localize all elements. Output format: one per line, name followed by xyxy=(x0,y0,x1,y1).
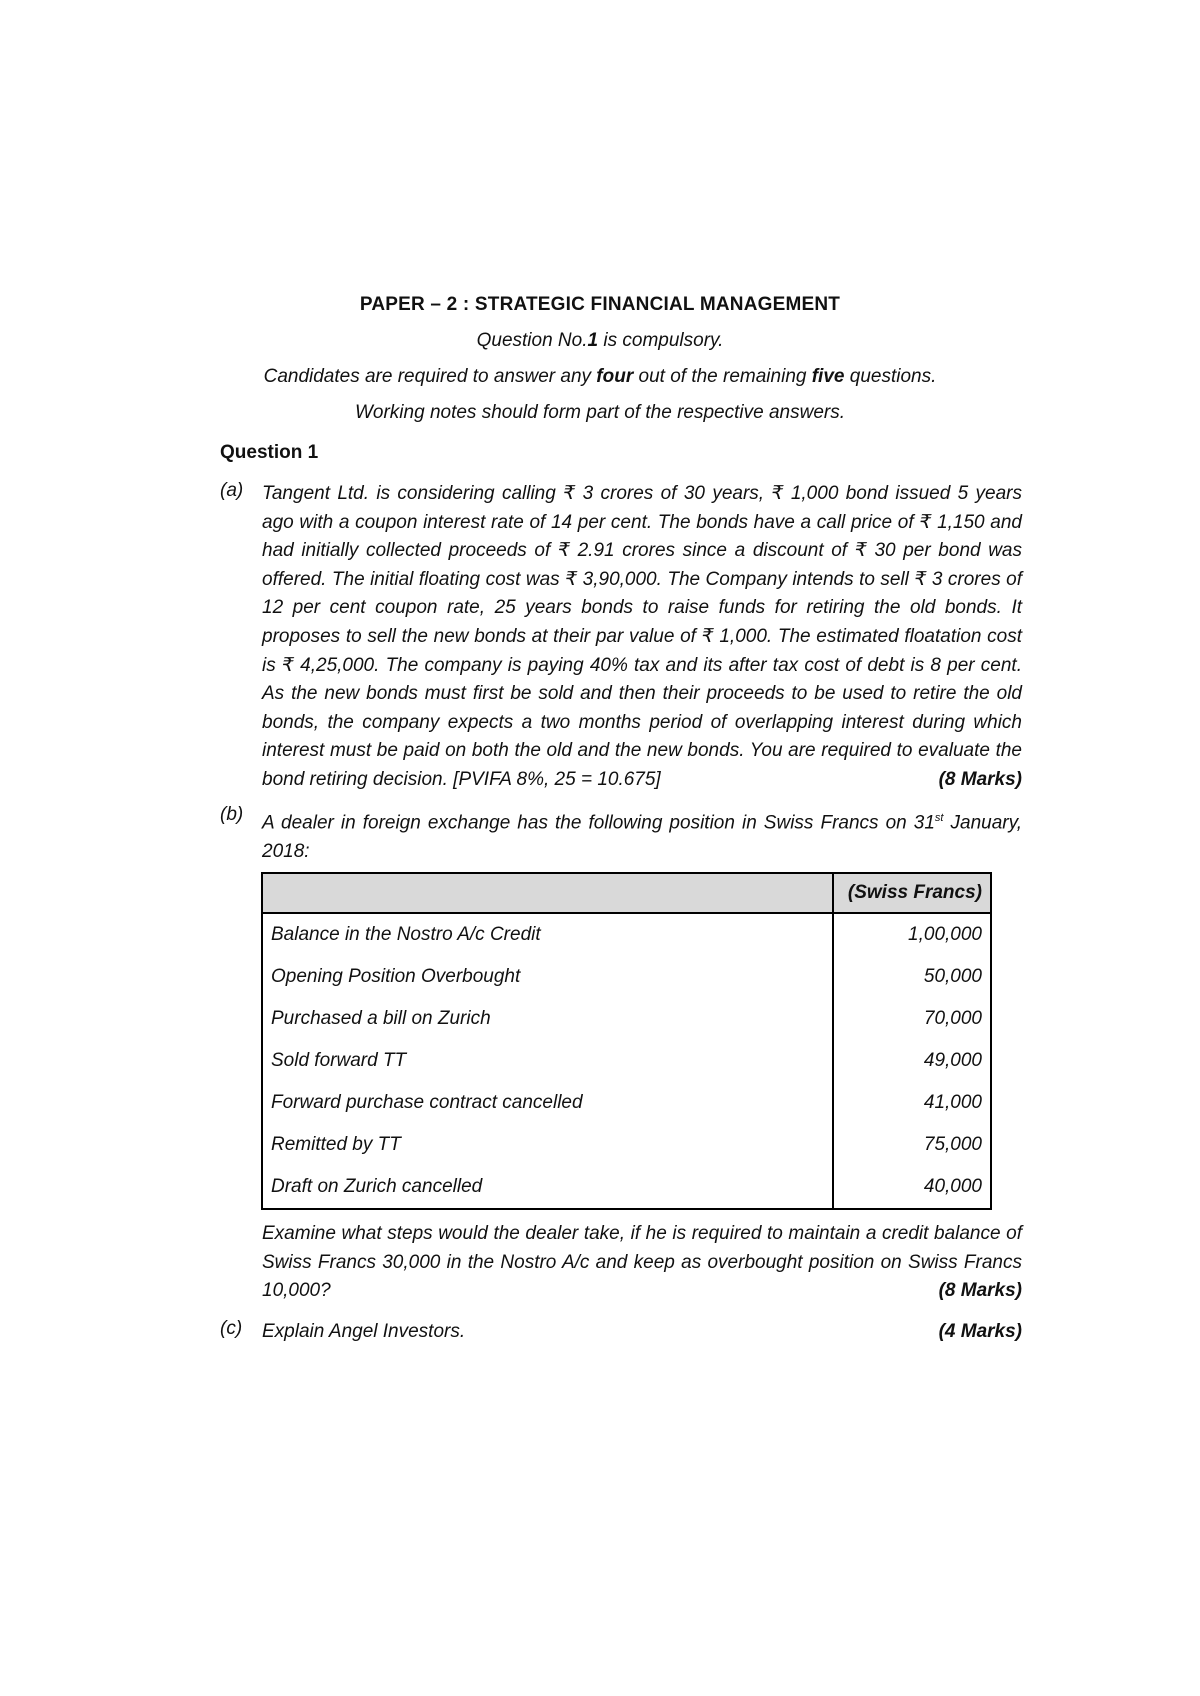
part-a-text xyxy=(262,480,1022,795)
row-label: Sold forward TT xyxy=(262,1040,833,1082)
instruction-text: questions. xyxy=(844,366,937,387)
paper-title: PAPER – 2 : STRATEGIC FINANCIAL MANAGEMENT xyxy=(359,294,841,315)
row-amount: 50,000 xyxy=(833,956,991,998)
row-amount: 49,000 xyxy=(833,1040,991,1082)
part-b-followup xyxy=(262,1220,1022,1306)
instruction-text: Candidates are required to answer any xyxy=(263,366,597,387)
table-header-blank xyxy=(262,873,833,913)
part-text: A dealer in foreign exchange has the following position in Swiss Francs on 31 xyxy=(262,812,935,834)
marks-label: (8 Marks) xyxy=(938,1280,1022,1302)
instruction-bold: five xyxy=(811,366,845,387)
part-label: (a) xyxy=(220,480,244,501)
table-row xyxy=(262,1124,991,1166)
instruction-bold: 1 xyxy=(587,330,599,351)
row-label: Opening Position Overbought xyxy=(262,956,833,998)
row-label: Purchased a bill on Zurich xyxy=(262,998,833,1040)
instruction-text: Question No. xyxy=(476,330,588,351)
instruction-text: out of the remaining xyxy=(633,366,812,387)
instruction-text: is compulsory. xyxy=(598,330,724,351)
table-row xyxy=(262,1082,991,1124)
row-label: Forward purchase contract cancelled xyxy=(262,1082,833,1124)
table-row xyxy=(262,956,991,998)
table-header-row xyxy=(262,873,991,913)
table-row xyxy=(262,1166,991,1209)
part-text: Explain Angel Investors. xyxy=(262,1321,466,1342)
table-header-amount: (Swiss Francs) xyxy=(833,873,991,913)
part-text: January, 2018: xyxy=(262,812,1022,862)
row-amount: 70,000 xyxy=(833,998,991,1040)
part-b-text xyxy=(262,804,1022,867)
row-amount: 41,000 xyxy=(833,1082,991,1124)
instruction-working-notes: Working notes should form part of the respective answers. xyxy=(354,402,845,423)
row-label: Balance in the Nostro A/c Credit xyxy=(262,913,833,956)
table-row xyxy=(262,998,991,1040)
instruction-bold: four xyxy=(596,366,634,387)
row-label: Draft on Zurich cancelled xyxy=(262,1166,833,1209)
instruction-compulsory xyxy=(0,330,1200,352)
part-text: Examine what steps would the dealer take, if he is required to maintain a credit balance of Swiss Francs 30,000 in the Nostro A/c and keep as overbought position on Swiss Francs 10,000? xyxy=(262,1223,1022,1302)
marks-label: (4 Marks) xyxy=(938,1321,1022,1342)
row-amount: 1,00,000 xyxy=(833,913,991,956)
row-label: Remitted by TT xyxy=(262,1124,833,1166)
part-label: (b) xyxy=(220,804,244,825)
superscript: st xyxy=(934,812,944,824)
instruction-choice xyxy=(0,366,1200,388)
part-c-text xyxy=(262,1318,1022,1347)
part-text: Tangent Ltd. is considering calling ₹ 3 crores of 30 years, ₹ 1,000 bond issued 5 years ago with a coupon interest rate of 14 per cent. The bonds have a call price of ₹ 1,150 and had initially collected proceeds of ₹ 2.91 crores since a discount of ₹ 30 per bond was offered. The initial floating cost was ₹ 3,90,000. The Company intends to sell ₹ 3 crores of 12 per cent coupon rate, 25 years bonds to raise funds for retiring the old bonds. It proposes to sell the new bonds at their par value of ₹ 1,000. The estimated floatation cost is ₹ 4,25,000. The company is paying 40% tax and its after tax cost of debt is 8 per cent. As the new bonds must first be sold and then their proceeds to be used to retire the old bonds, the company expects a two months period of overlapping interest during which interest must be paid on both the old and the new bonds. You are required to evaluate the bond retiring decision. [PVIFA 8%, 25 = 10.675] xyxy=(262,483,1022,790)
question-heading: Question 1 xyxy=(220,442,319,463)
row-amount: 40,000 xyxy=(833,1166,991,1209)
table-row xyxy=(262,1040,991,1082)
part-label: (c) xyxy=(220,1318,243,1339)
position-table xyxy=(261,872,992,1210)
row-amount: 75,000 xyxy=(833,1124,991,1166)
marks-label: (8 Marks) xyxy=(938,768,1022,790)
table-row xyxy=(262,913,991,956)
